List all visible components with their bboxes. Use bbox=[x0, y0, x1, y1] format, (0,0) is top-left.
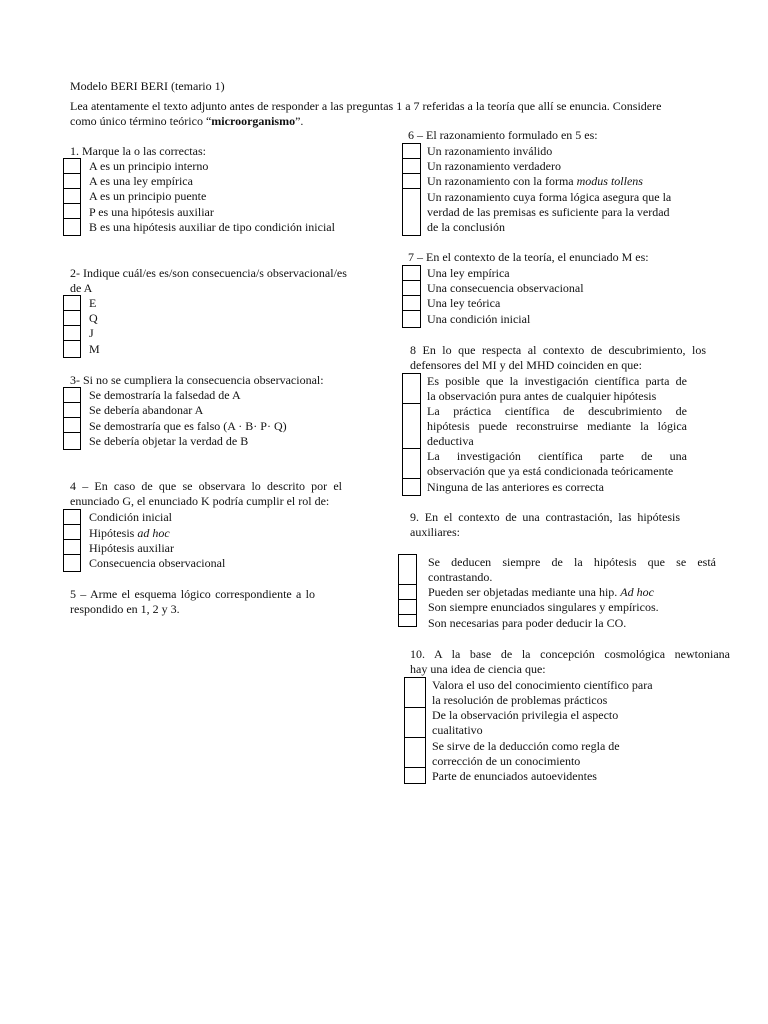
q3-option-4: Se debería objetar la verdad de B bbox=[89, 434, 249, 448]
q10-checkbox-3[interactable] bbox=[404, 737, 426, 768]
q10-prompt-line-2: hay una idea de ciencia que: bbox=[410, 662, 546, 676]
q8-option-1-line-1: Es posible que la investigación científica parta de bbox=[427, 374, 687, 388]
q1-checkbox-3[interactable] bbox=[63, 188, 81, 204]
q7-checkbox-2[interactable] bbox=[402, 280, 421, 296]
q2-prompt-line-2: de A bbox=[70, 281, 93, 295]
q1-option-4: P es una hipótesis auxiliar bbox=[89, 205, 214, 219]
q6-option-2: Un razonamiento verdadero bbox=[427, 159, 561, 173]
q1-prompt: 1. Marque la o las correctas: bbox=[70, 144, 206, 158]
q4-option-1: Condición inicial bbox=[89, 510, 172, 524]
q7-checkbox-3[interactable] bbox=[402, 295, 421, 311]
q8-checkbox-3[interactable] bbox=[402, 448, 421, 479]
theoretical-term: microorganismo bbox=[211, 114, 296, 128]
q8-checkbox-2[interactable] bbox=[402, 403, 421, 449]
q8-option-1-line-2: la observación pura antes de cualquier hipótesis bbox=[427, 389, 657, 403]
q2-option-1: E bbox=[89, 296, 97, 310]
q2-checkbox-3[interactable] bbox=[63, 325, 81, 341]
exam-title: Modelo BERI BERI (temario 1) bbox=[70, 79, 225, 93]
q3-checkbox-3[interactable] bbox=[63, 417, 81, 433]
q8-option-3-line-1: La investigación científica parte de una bbox=[427, 449, 687, 463]
ad-hoc-italic: ad hoc bbox=[137, 526, 170, 540]
q8-option-3-line-2: observación que ya está condicionada teóricamente bbox=[427, 464, 674, 478]
q10-checkbox-1[interactable] bbox=[404, 677, 426, 708]
q2-option-2: Q bbox=[89, 311, 98, 325]
q3-checkbox-4[interactable] bbox=[63, 432, 81, 450]
q1-checkbox-4[interactable] bbox=[63, 203, 81, 219]
q2-option-4: M bbox=[89, 342, 100, 356]
q7-option-1: Una ley empírica bbox=[427, 266, 510, 280]
q4-checkbox-2[interactable] bbox=[63, 524, 81, 540]
q2-prompt-line-1: 2- Indique cuál/es es/son consecuencia/s observacional/es bbox=[70, 266, 347, 280]
q8-checkbox-4[interactable] bbox=[402, 478, 421, 496]
q4-checkbox-4[interactable] bbox=[63, 554, 81, 572]
q1-option-1: A es un principio interno bbox=[89, 159, 209, 173]
q1-option-3: A es un principio puente bbox=[89, 189, 207, 203]
q7-checkbox-4[interactable] bbox=[402, 310, 421, 328]
intro-line-1: Lea atentamente el texto adjunto antes de responder a las preguntas 1 a 7 referidas a la teoría que allí se enuncia. Considere bbox=[70, 99, 662, 113]
q3-checkbox-2[interactable] bbox=[63, 402, 81, 418]
modus-tollens-italic: modus tollens bbox=[576, 174, 643, 188]
q8-option-2-line-3: deductiva bbox=[427, 434, 474, 448]
q10-prompt-line-1: 10. A la base de la concepción cosmológica newtoniana bbox=[410, 647, 730, 661]
q1-checkbox-1[interactable] bbox=[63, 158, 81, 174]
q7-prompt: 7 – En el contexto de la teoría, el enunciado M es: bbox=[408, 250, 649, 264]
q2-option-3: J bbox=[89, 326, 94, 340]
q9-prompt-line-1: 9. En el contexto de una contrastación, las hipótesis bbox=[410, 510, 680, 524]
q7-option-4: Una condición inicial bbox=[427, 312, 531, 326]
q3-prompt: 3- Si no se cumpliera la consecuencia observacional: bbox=[70, 373, 324, 387]
q5-prompt-line-2: respondido en 1, 2 y 3. bbox=[70, 602, 180, 616]
q7-option-3: Una ley teórica bbox=[427, 296, 501, 310]
q6-option-3: Un razonamiento con la forma modus tollens bbox=[427, 174, 643, 188]
q10-option-3-line-2: corrección de un conocimiento bbox=[432, 754, 581, 768]
q9-option-3: Son siempre enunciados singulares y empíricos. bbox=[428, 600, 659, 614]
q9-option-1-line-1: Se deducen siempre de la hipótesis que se está bbox=[428, 555, 716, 569]
q6-checkbox-3[interactable] bbox=[402, 173, 421, 189]
q6-checkbox-1[interactable] bbox=[402, 143, 421, 159]
q9-checkbox-4[interactable] bbox=[398, 614, 417, 627]
q9-option-1-line-2: contrastando. bbox=[428, 570, 493, 584]
q9-checkbox-1[interactable] bbox=[398, 554, 417, 585]
q2-checkbox-4[interactable] bbox=[63, 340, 81, 358]
q1-checkbox-2[interactable] bbox=[63, 173, 81, 189]
q5-prompt-line-1: 5 – Arme el esquema lógico correspondiente a lo bbox=[70, 587, 315, 601]
q8-checkbox-1[interactable] bbox=[402, 373, 421, 404]
ad-hoc-italic-q9: Ad hoc bbox=[620, 585, 654, 599]
q10-option-1-line-2: la resolución de problemas prácticos bbox=[432, 693, 608, 707]
q2-checkbox-1[interactable] bbox=[63, 295, 81, 311]
q4-option-3: Hipótesis auxiliar bbox=[89, 541, 174, 555]
q10-option-3-line-1: Se sirve de la deducción como regla de bbox=[432, 739, 620, 753]
q10-option-4: Parte de enunciados autoevidentes bbox=[432, 769, 597, 783]
q2-checkbox-2[interactable] bbox=[63, 310, 81, 326]
q6-option-1: Un razonamiento inválido bbox=[427, 144, 553, 158]
intro-line-2: como único término teórico “microorganismo”. bbox=[70, 114, 304, 128]
q10-checkbox-2[interactable] bbox=[404, 707, 426, 738]
q4-prompt-line-2: enunciado G, el enunciado K podría cumplir el rol de: bbox=[70, 494, 330, 508]
q7-option-2: Una consecuencia observacional bbox=[427, 281, 584, 295]
q9-option-2: Pueden ser objetadas mediante una hip. Ad hoc bbox=[428, 585, 654, 599]
q3-option-1: Se demostraría la falsedad de A bbox=[89, 388, 241, 402]
q1-option-5: B es una hipótesis auxiliar de tipo condición inicial bbox=[89, 220, 335, 234]
q4-prompt-line-1: 4 – En caso de que se observara lo descrito por el bbox=[70, 479, 342, 493]
q9-option-4: Son necesarias para poder deducir la CO. bbox=[428, 616, 627, 630]
q1-option-2: A es una ley empírica bbox=[89, 174, 193, 188]
q6-prompt: 6 – El razonamiento formulado en 5 es: bbox=[408, 128, 598, 142]
q4-option-4: Consecuencia observacional bbox=[89, 556, 226, 570]
q10-option-2-line-1: De la observación privilegia el aspecto bbox=[432, 708, 619, 722]
q8-prompt-line-1: 8 En lo que respecta al contexto de descubrimiento, los bbox=[410, 343, 706, 357]
q10-option-1-line-1: Valora el uso del conocimiento científico para bbox=[432, 678, 653, 692]
q4-checkbox-3[interactable] bbox=[63, 539, 81, 555]
q8-option-2-line-1: La práctica científica de descubrimiento de bbox=[427, 404, 687, 418]
q4-checkbox-1[interactable] bbox=[63, 509, 81, 525]
q8-prompt-line-2: defensores del MI y del MHD coinciden en que: bbox=[410, 358, 642, 372]
q6-checkbox-4[interactable] bbox=[402, 188, 421, 236]
q6-checkbox-2[interactable] bbox=[402, 158, 421, 174]
q9-checkbox-3[interactable] bbox=[398, 599, 417, 615]
q3-option-2: Se debería abandonar A bbox=[89, 403, 204, 417]
q4-option-2: Hipótesis ad hoc bbox=[89, 526, 170, 540]
q6-option-4-line-2: verdad de las premisas es suficiente para la verdad bbox=[427, 205, 670, 219]
q9-checkbox-2[interactable] bbox=[398, 584, 417, 600]
q10-option-2-line-2: cualitativo bbox=[432, 723, 483, 737]
q1-checkbox-5[interactable] bbox=[63, 218, 81, 236]
q9-prompt-line-2: auxiliares: bbox=[410, 525, 460, 539]
q8-option-2-line-2: hipótesis puede reconstruirse mediante la lógica bbox=[427, 419, 687, 433]
q7-checkbox-1[interactable] bbox=[402, 265, 421, 281]
q10-checkbox-4[interactable] bbox=[404, 767, 426, 784]
q3-checkbox-1[interactable] bbox=[63, 387, 81, 403]
q3-option-3: Se demostraría que es falso (A · B· P· Q) bbox=[89, 419, 287, 433]
q6-option-4-line-3: de la conclusión bbox=[427, 220, 505, 234]
q8-option-4: Ninguna de las anteriores es correcta bbox=[427, 480, 604, 494]
q6-option-4-line-1: Un razonamiento cuya forma lógica asegura que la bbox=[427, 190, 672, 204]
